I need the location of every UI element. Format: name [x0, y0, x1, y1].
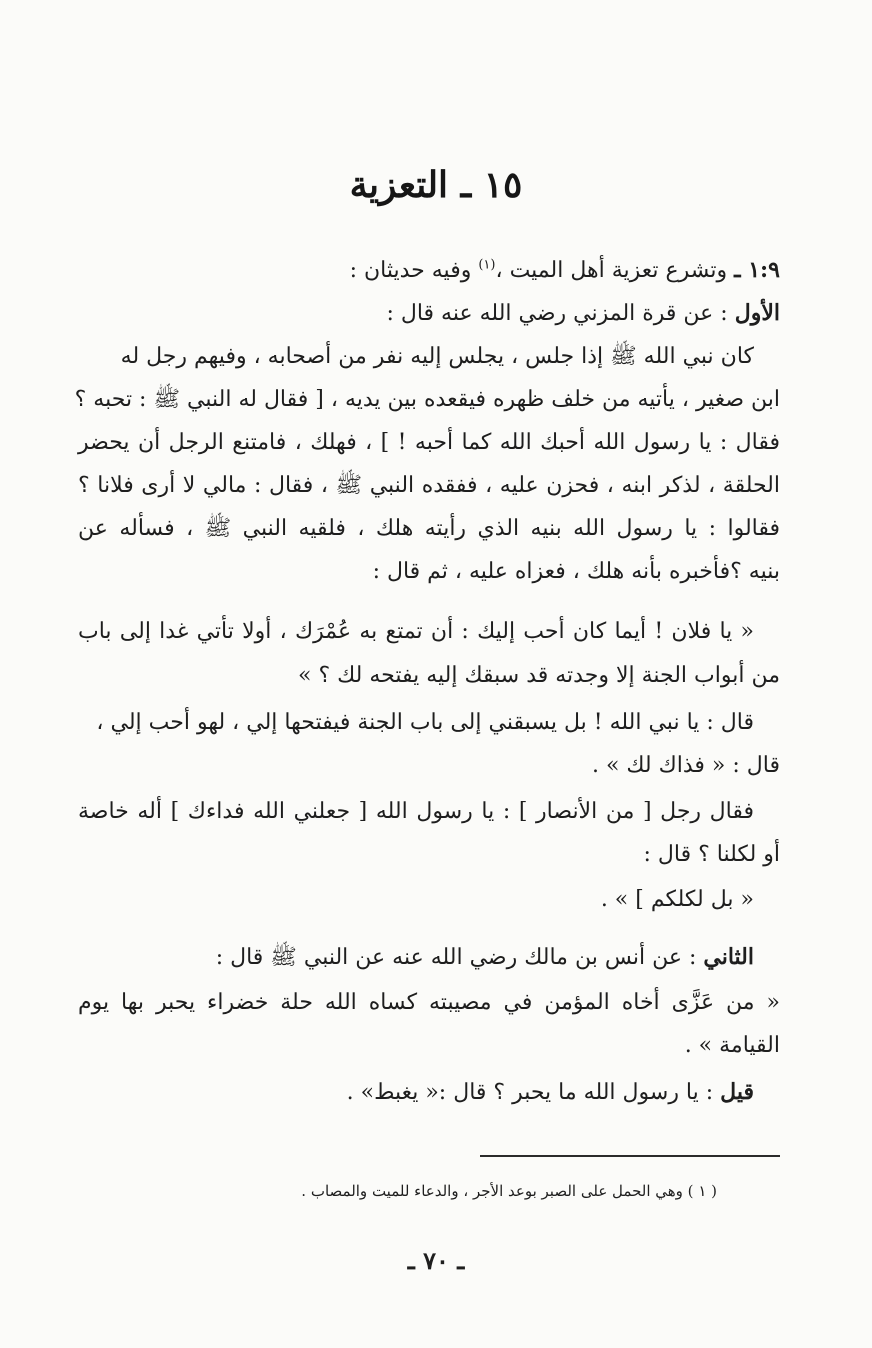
second-hadith-line: القيامة » .: [684, 1033, 780, 1058]
second-hadith-line: « من عَزَّى أخاه المؤمن في مصيبته كساه الله حلة خضراء يحبر بها يوم: [78, 990, 780, 1015]
first-hadith-heading: [78, 298, 780, 329]
first-hadith-line: بنيه ؟فأخبره بأنه هلك ، فعزاه عليه ، ثم قال :: [372, 559, 780, 584]
first-hadith-line: ابن صغير ، يأتيه من خلف ظهره فيقعده بين يديه ، [ فقال له النبي ﷺ : تحبه ؟: [74, 387, 780, 412]
first-hadith-line: الحلقة ، لذكر ابنه ، فحزن عليه ، ففقده النبي ﷺ ، فقال : مالي لا أرى فلانا ؟: [78, 473, 780, 498]
second-hadith-label: الثاني: [703, 944, 754, 970]
second-hadith-intro: : عن أنس بن مالك رضي الله عنه عن النبي ﷺ قال :: [215, 945, 704, 970]
first-hadith-line: فقال : يا رسول الله أحبك الله كما أحبه ! ] ، فهلك ، فامتنع الرجل أن يحضر: [78, 430, 780, 455]
section-text-after: وفيه حديثان :: [349, 258, 479, 283]
reply-line: قال : « فذاك لك » .: [591, 753, 780, 778]
chapter-title: ١٥ ـ التعزية: [349, 164, 523, 206]
ansar-question-line: فقال رجل [ من الأنصار ] : يا رسول الله [ جعلني الله فداءك ] أله خاصة: [78, 799, 754, 824]
first-hadith-line: كان نبي الله ﷺ إذا جلس ، يجلس إليه نفر من أصحابه ، وفيهم رجل له: [120, 344, 754, 369]
footnote-divider: [480, 1155, 780, 1157]
second-hadith-heading: [78, 942, 754, 973]
page-number: ـ ٧٠ ـ: [407, 1246, 465, 1275]
footnote-reference: (١): [478, 257, 496, 273]
prophet-saying-line: من أبواب الجنة إلا وجدته قد سبقك إليه يفتحه لك ؟ »: [297, 663, 780, 688]
reply-line: قال : يا نبي الله ! بل يسبقني إلى باب الجنة فيفتحها إلي ، لهو أحب إلي ،: [96, 710, 754, 735]
section-text: وتشرع تعزية أهل الميت ،: [495, 258, 735, 283]
first-hadith-label: الأول: [734, 300, 780, 326]
prophet-saying-line: « يا فلان ! أيما كان أحب إليك : أن تمتع به عُمْرَك ، أولا تأتي غدا إلى باب: [78, 619, 754, 644]
section-heading: [78, 255, 780, 286]
question-label: قيل: [720, 1079, 754, 1105]
footnote: ( ١ ) وهي الحمل على الصبر بوعد الأجر ، والدعاء للميت والمصاب .: [301, 1182, 717, 1200]
question-line: [78, 1077, 754, 1108]
first-hadith-intro: : عن قرة المزني رضي الله عنه قال :: [386, 301, 735, 326]
final-answer: « بل لكلكم ] » .: [600, 887, 754, 912]
question-text: : يا رسول الله ما يحبر ؟ قال :« يغبط» .: [346, 1080, 721, 1105]
section-number: ١:٩ ـ: [734, 257, 780, 283]
ansar-question-line: أو لكلنا ؟ قال :: [643, 842, 780, 867]
first-hadith-line: فقالوا : يا رسول الله بنيه الذي رأيته هلك ، فلقيه النبي ﷺ ، فسأله عن: [78, 516, 781, 541]
